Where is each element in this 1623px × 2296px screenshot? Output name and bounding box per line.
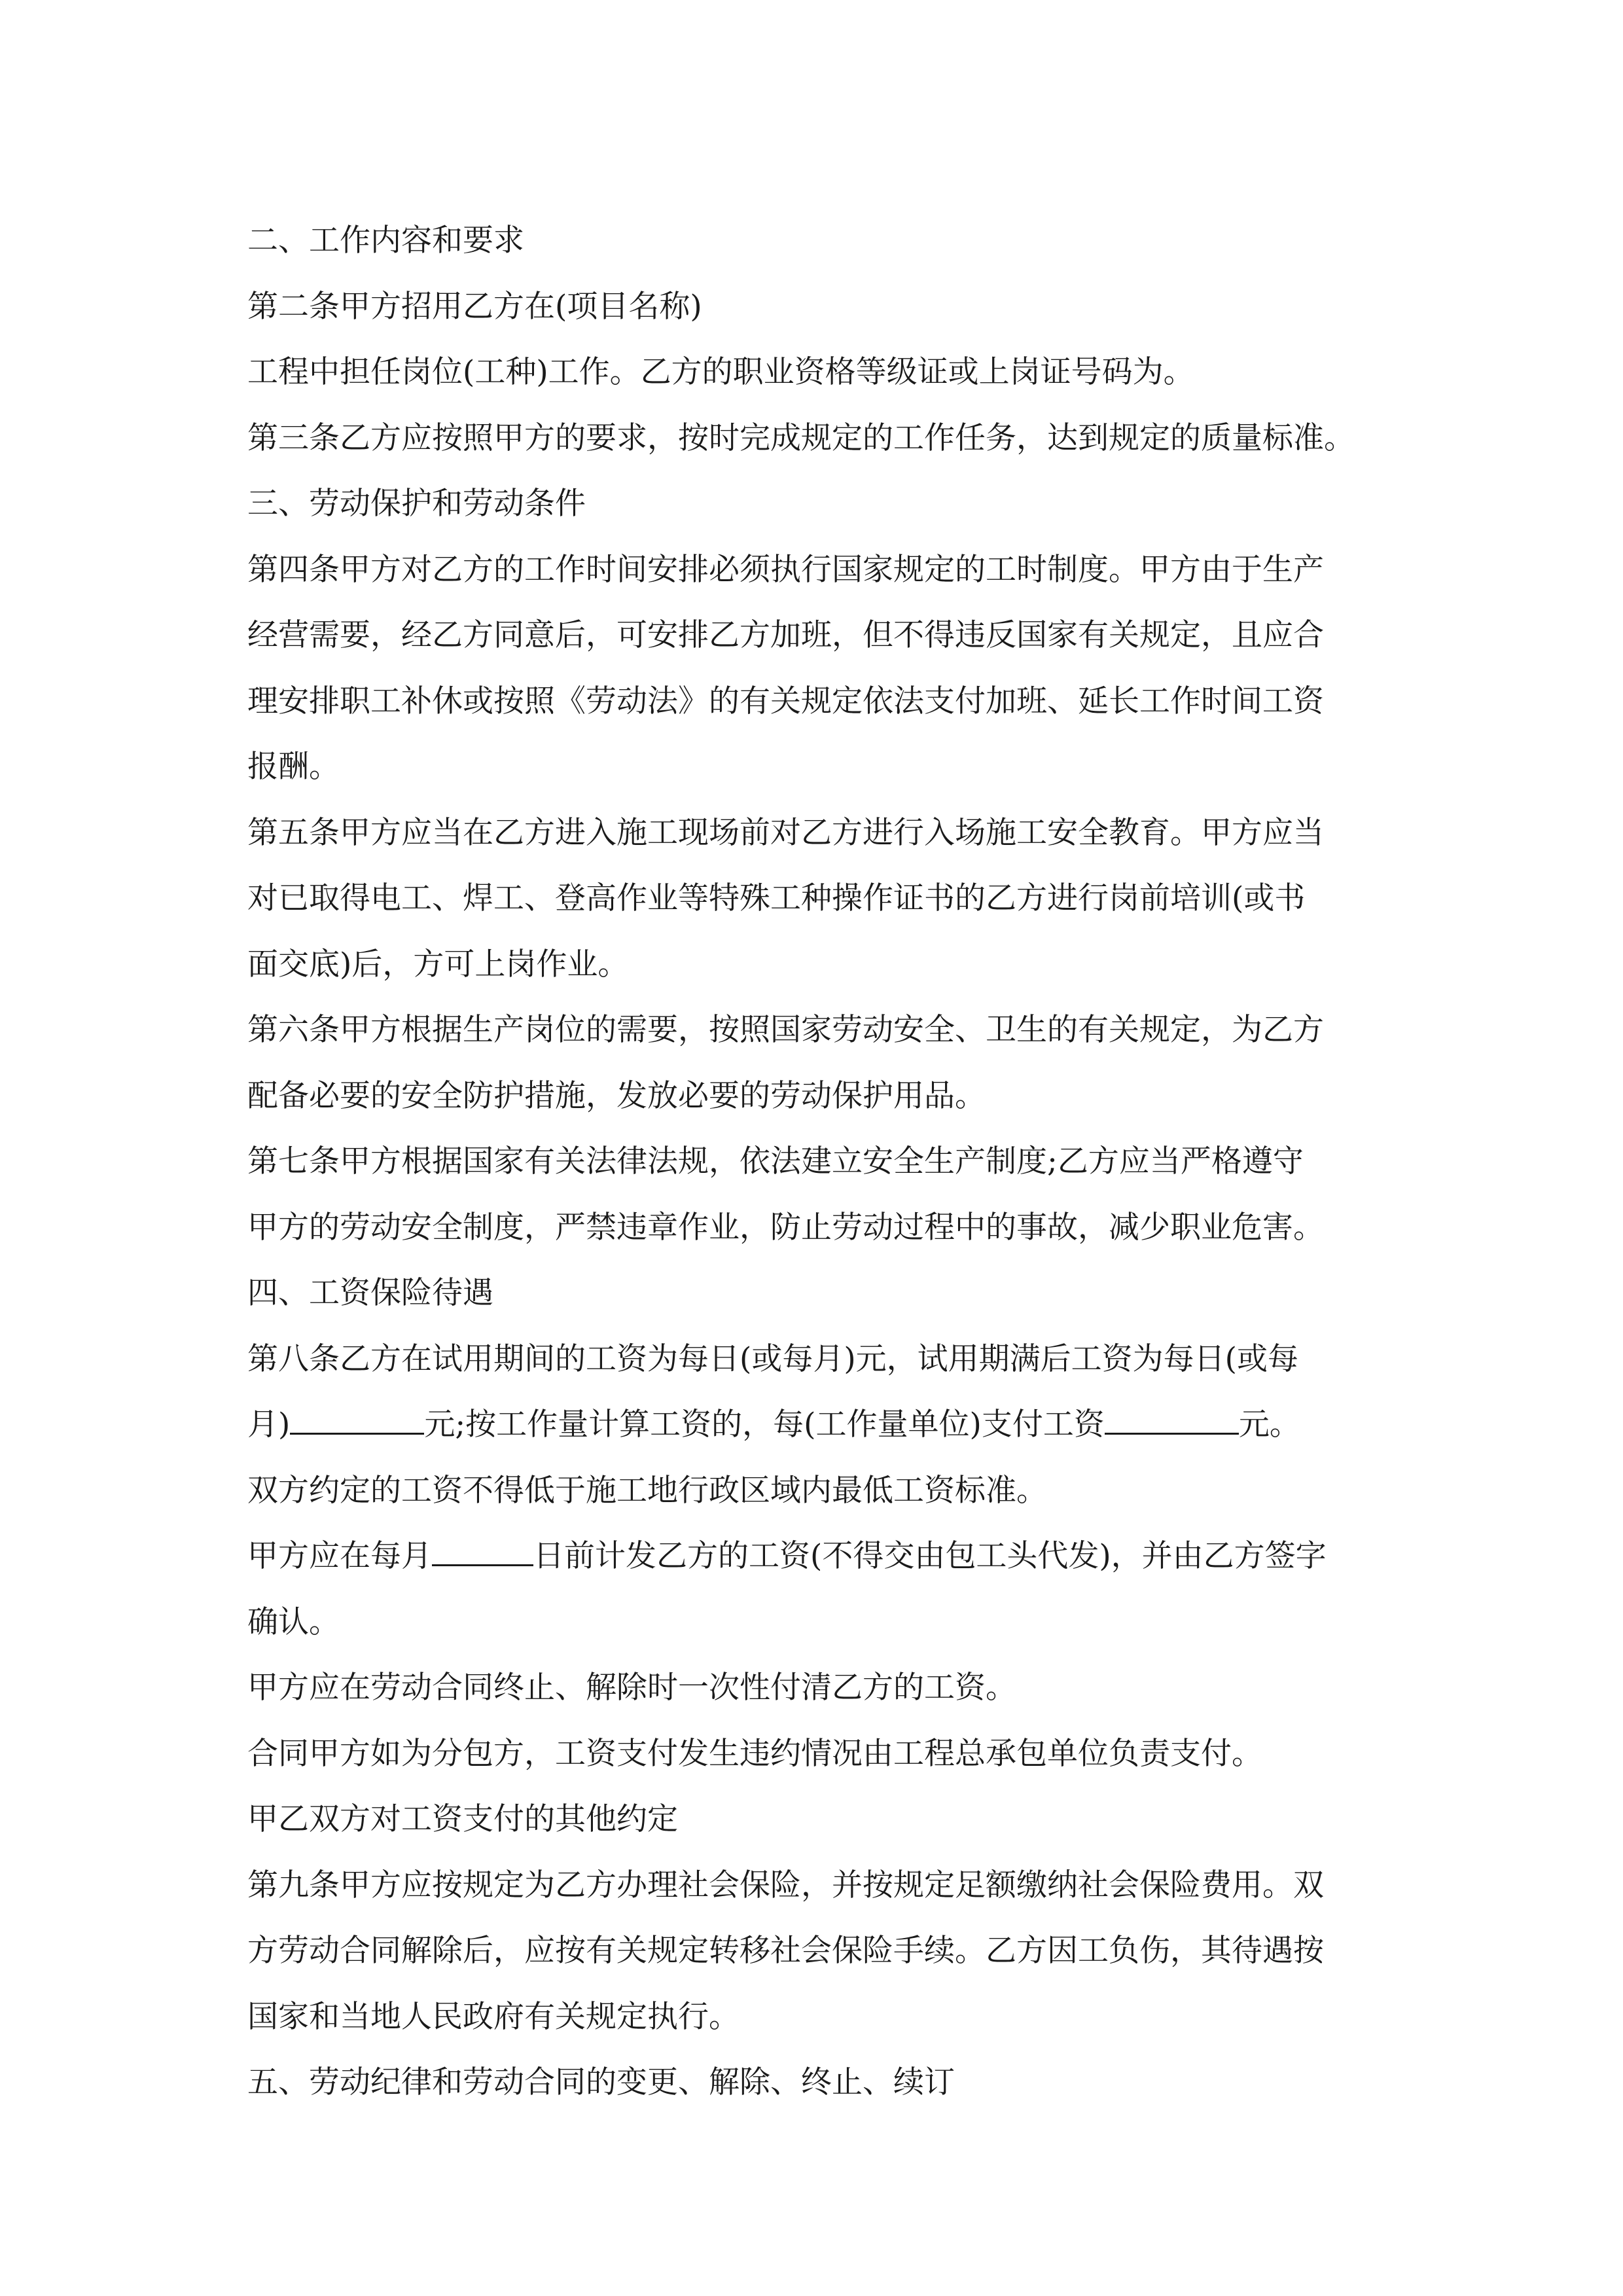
final-payment: 甲方应在劳动合同终止、解除时一次性付清乙方的工资。 <box>247 1670 1016 1706</box>
clause-8-line-3: 双方约定的工资不得低于施工地行政区域内最低工资标准。 <box>247 1472 1047 1509</box>
clause-4-line-4: 报酬。 <box>247 749 340 785</box>
clause-7-line-1: 第七条甲方根据国家有关法律法规，依法建立安全生产制度;乙方应当严格遵守 <box>247 1143 1304 1179</box>
clause-7-line-2: 甲方的劳动安全制度，严禁违章作业，防止劳动过程中的事故，减少职业危害。 <box>247 1209 1324 1246</box>
payday-blank[interactable] <box>432 1534 533 1566</box>
section-heading-4: 四、工资保险待遇 <box>247 1275 493 1311</box>
clause-2-line-2: 工程中担任岗位(工种)工作。乙方的职业资格等级证或上岗证号码为。 <box>247 354 1194 390</box>
clause-9-line-2: 方劳动合同解除后，应按有关规定转移社会保险手续。乙方因工负伤，其待遇按 <box>247 1933 1324 1969</box>
daily-wage-blank[interactable] <box>290 1403 424 1435</box>
clause-6-line-1: 第六条甲方根据生产岗位的需要，按照国家劳动安全、卫生的有关规定，为乙方 <box>247 1012 1324 1048</box>
clause-5-line-1: 第五条甲方应当在乙方进入施工现场前对乙方进行入场施工安全教育。甲方应当 <box>247 814 1324 851</box>
wage-text-1: 月) <box>247 1407 291 1443</box>
clause-9-line-3: 国家和当地人民政府有关规定执行。 <box>247 1998 740 2035</box>
clause-4-line-1: 第四条甲方对乙方的工作时间安排必须执行国家规定的工时制度。甲方由于生产 <box>247 551 1324 588</box>
clause-9-line-1: 第九条甲方应按规定为乙方办理社会保险，并按规定足额缴纳社会保险费用。双 <box>247 1867 1324 1903</box>
clause-2-line-1: 第二条甲方招用乙方在(项目名称) <box>247 288 702 325</box>
clause-6-line-2: 配备必要的安全防护措施，发放必要的劳动保护用品。 <box>247 1077 986 1114</box>
subcontract-payment: 合同甲方如为分包方，工资支付发生违约情况由工程总承包单位负责支付。 <box>247 1735 1262 1772</box>
wage-text-3: 元。 <box>1238 1407 1300 1443</box>
clause-5-line-3: 面交底)后，方可上岗作业。 <box>247 946 629 982</box>
clause-4-line-2: 经营需要，经乙方同意后，可安排乙方加班，但不得违反国家有关规定，且应合 <box>247 617 1324 653</box>
section-heading-5: 五、劳动纪律和劳动合同的变更、解除、终止、续订 <box>247 2064 955 2100</box>
clause-5-line-2: 对已取得电工、焊工、登高作业等特殊工种操作证书的乙方进行岗前培训(或书 <box>247 880 1306 916</box>
wage-text-2: 元;按工作量计算工资的，每(工作量单位)支付工资 <box>424 1407 1105 1443</box>
clause-8-line-1: 第八条乙方在试用期间的工资为每日(或每月)元，试用期满后工资为每日(或每 <box>247 1340 1299 1377</box>
clause-4-line-3: 理安排职工补休或按照《劳动法》的有关规定依法支付加班、延长工作时间工资 <box>247 683 1324 719</box>
payday-confirm: 确认。 <box>247 1604 340 1640</box>
payday-text-1: 甲方应在每月 <box>247 1538 432 1574</box>
section-heading-3: 三、劳动保护和劳动条件 <box>247 486 586 522</box>
payday-line <box>247 1524 1406 1590</box>
document-body <box>247 208 1406 2116</box>
piece-wage-blank[interactable] <box>1105 1403 1239 1435</box>
clause-8-line-2 <box>247 1392 1406 1458</box>
other-wage-agreement: 甲乙双方对工资支付的其他约定 <box>247 1801 678 1837</box>
clause-3: 第三条乙方应按照甲方的要求，按时完成规定的工作任务，达到规定的质量标准。 <box>247 420 1355 456</box>
section-heading-2: 二、工作内容和要求 <box>247 223 524 259</box>
payday-text-2: 日前计发乙方的工资(不得交由包工头代发)，并由乙方签字 <box>533 1538 1327 1574</box>
